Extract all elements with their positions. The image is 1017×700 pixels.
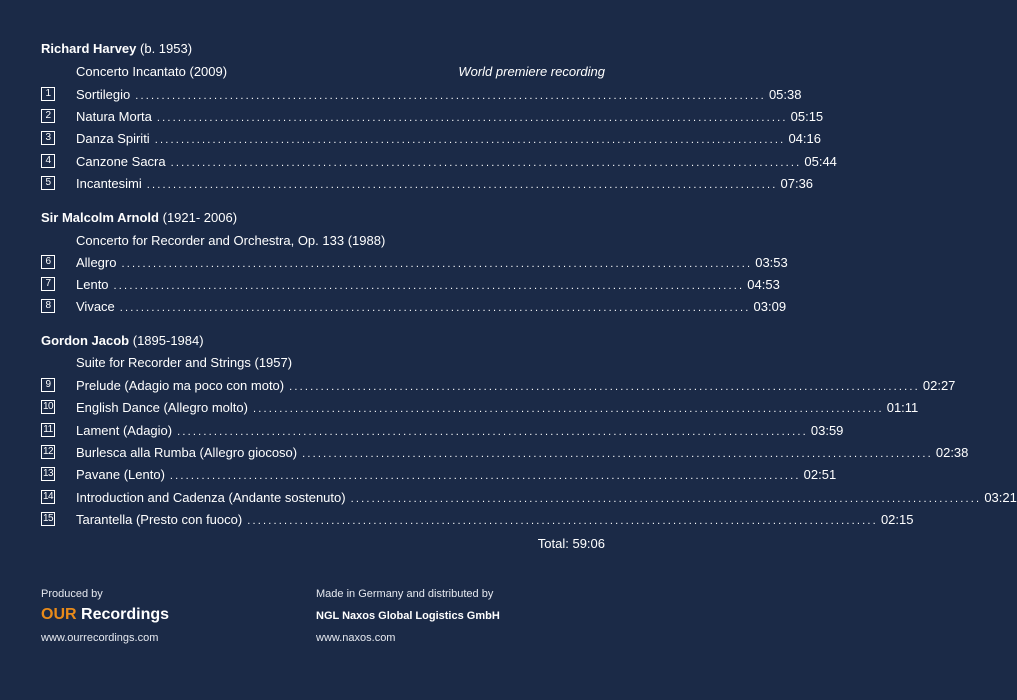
track-duration: 05:38 — [768, 87, 802, 102]
track-title: Sortilegio — [76, 87, 131, 102]
composer-heading — [41, 333, 204, 349]
work-year: (2009) — [189, 64, 228, 79]
composer-name: Gordon Jacob — [41, 333, 130, 348]
leader-dots: ........................................................................................................................ — [154, 134, 786, 146]
track-duration: 02:15 — [880, 512, 914, 527]
track-number-box: 5 — [41, 176, 55, 190]
track-row — [41, 109, 824, 125]
leader-dots: ........................................................................................................................ — [121, 258, 753, 270]
track-number-box: 7 — [41, 277, 55, 291]
work-year: (1957) — [254, 355, 293, 370]
track-row — [41, 423, 844, 439]
track-title: Burlesca alla Rumba (Allegro giocoso) — [76, 445, 298, 460]
leader-dots: ........................................................................................................................ — [350, 493, 982, 505]
work-title — [76, 233, 385, 249]
track-number-box: 11 — [41, 423, 55, 437]
track-title: Canzone Sacra — [76, 154, 166, 169]
leader-dots: ........................................................................................................................ — [177, 426, 808, 438]
track-duration: 05:44 — [804, 154, 837, 169]
composer-name: Richard Harvey — [41, 41, 137, 56]
total-duration: Total: 59:06 — [537, 536, 605, 551]
track-duration: 03:59 — [810, 423, 844, 438]
composer-dates: (1921- 2006) — [162, 210, 238, 225]
premiere-note: World premiere recording — [458, 64, 605, 79]
track-title: English Dance (Allegro molto) — [76, 400, 248, 415]
label-logo — [41, 605, 169, 625]
track-title: Danza Spiriti — [76, 131, 150, 146]
track-title: Lament (Adagio) — [76, 423, 173, 438]
track-row — [41, 176, 814, 192]
leader-dots: ........................................................................................................................ — [169, 470, 801, 482]
leader-dots: ........................................................................................................................ — [302, 448, 933, 460]
track-number-box: 1 — [41, 87, 55, 101]
leader-dots: ........................................................................................................................ — [113, 280, 745, 292]
track-number-box: 10 — [42, 401, 54, 412]
track-duration: 03:53 — [755, 255, 788, 270]
leader-dots: ........................................................................................................................ — [135, 90, 766, 102]
track-duration: 02:38 — [935, 445, 969, 460]
track-row — [41, 131, 821, 147]
website-left: www.ourrecordings.com — [41, 632, 159, 644]
work-year: (1988) — [347, 233, 386, 248]
produced-by-label: Produced by — [41, 588, 103, 600]
leader-dots: ........................................................................................................................ — [252, 403, 884, 415]
work-name: Suite for Recorder and Strings — [76, 355, 251, 370]
track-duration: 07:36 — [780, 176, 814, 191]
track-title: Lento — [76, 277, 109, 292]
leader-dots: ........................................................................................................................ — [146, 179, 778, 191]
distributor-name: NGL Naxos Global Logistics GmbH — [316, 610, 500, 622]
track-number-box: 9 — [41, 378, 55, 392]
track-number-box: 13 — [42, 468, 54, 479]
leader-dots: ........................................................................................................................ — [156, 112, 788, 124]
track-number-box: 6 — [41, 255, 55, 269]
track-row — [41, 87, 802, 103]
leader-dots: ........................................................................................................................ — [247, 515, 878, 527]
track-row — [41, 277, 780, 293]
track-number-box: 12 — [42, 446, 54, 457]
work-name: Concerto Incantato — [76, 64, 186, 79]
track-number-box: 3 — [41, 131, 55, 145]
composer-dates: (1895-1984) — [132, 333, 204, 348]
track-title: Tarantella (Presto con fuoco) — [76, 512, 243, 527]
track-title: Prelude (Adagio ma poco con moto) — [76, 378, 285, 393]
track-row — [41, 445, 969, 461]
website-right: www.naxos.com — [316, 632, 396, 644]
track-number-box: 15 — [42, 513, 54, 524]
track-row — [41, 467, 837, 483]
leader-dots: ........................................................................................................................ — [170, 157, 802, 169]
track-title: Allegro — [76, 255, 117, 270]
track-row — [41, 378, 956, 394]
work-name: Concerto for Recorder and Orchestra, Op. 133 — [76, 233, 345, 248]
track-duration: 02:27 — [922, 378, 956, 393]
track-number-box: 14 — [42, 491, 54, 502]
track-duration: 04:16 — [788, 131, 821, 146]
track-duration: 04:53 — [747, 277, 780, 292]
track-row — [41, 255, 788, 271]
track-title: Vivace — [76, 299, 115, 314]
track-title: Introduction and Cadenza (Andante sostenuto) — [76, 490, 346, 505]
track-number-box: 4 — [41, 154, 55, 168]
track-duration: 01:11 — [886, 400, 919, 415]
track-number-box: 8 — [41, 299, 55, 313]
brand-recordings: Recordings — [76, 606, 170, 623]
track-title: Pavane (Lento) — [76, 467, 165, 482]
work-title — [76, 355, 292, 371]
made-in-label: Made in Germany and distributed by — [316, 588, 494, 600]
track-row — [41, 512, 914, 528]
work-title — [76, 64, 227, 80]
track-duration: 03:09 — [753, 299, 787, 314]
leader-dots: ........................................................................................................................ — [289, 381, 920, 393]
track-duration: 02:51 — [803, 467, 837, 482]
brand-our: OUR — [41, 606, 77, 623]
track-row — [41, 154, 837, 170]
track-title: Natura Morta — [76, 109, 152, 124]
leader-dots: ........................................................................................................................ — [119, 302, 751, 314]
track-title: Incantesimi — [76, 176, 142, 191]
track-duration: 03:21 — [984, 490, 1017, 505]
track-row — [41, 299, 787, 315]
track-number-box: 2 — [41, 109, 55, 123]
composer-heading — [41, 210, 237, 226]
track-row — [41, 490, 1017, 506]
track-row — [41, 400, 919, 416]
composer-name: Sir Malcolm Arnold — [41, 210, 159, 225]
composer-heading — [41, 41, 192, 57]
track-duration: 05:15 — [790, 109, 824, 124]
composer-dates: (b. 1953) — [140, 41, 193, 56]
